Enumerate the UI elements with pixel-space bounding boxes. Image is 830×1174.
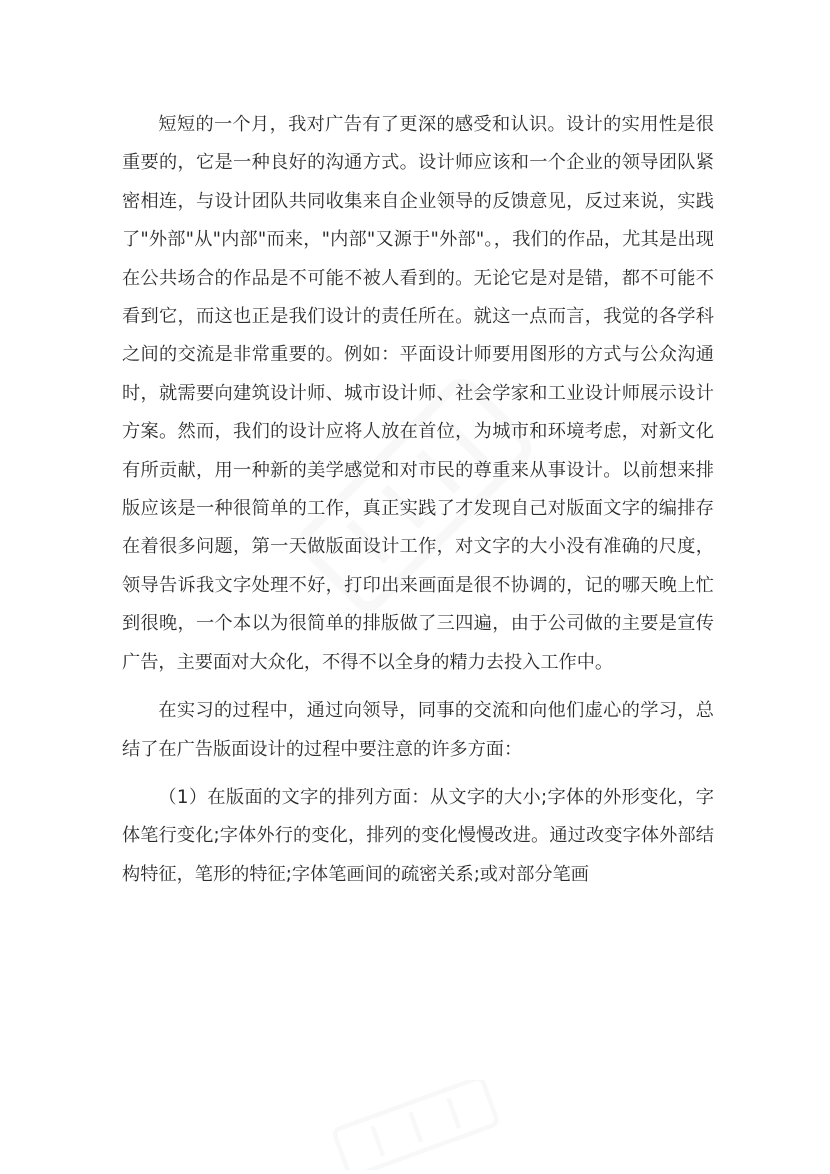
document-body xyxy=(122,106,714,894)
watermark-logo-bottom xyxy=(300,1080,530,1170)
paragraph: 短短的一个月，我对广告有了更深的感受和认识。设计的实用性是很重要的，它是一种良好的沟通方式。设计师应该和一个企业的领导团队紧密相连，与设计团队共同收集来自企业领导的反馈意见，反过来说，实践了"外部"从"内部"而来，"内部"又源于"外部"。，我们的作品，尤其是出现在公共场合的作品是不可能不被人看到的。无论它是对是错，都不可能不看到它，而这也正是我们设计的责任所在。就这一点而言，我觉的各学科之间的交流是非常重要的。例如：平面设计师要用图形的方式与公众沟通时，就需要向建筑设计师、城市设计师、社会学家和工业设计师展示设计方案。然而，我们的设计应将人放在首位，为城市和环境考虑，对新文化有所贡献，用一种新的美学感觉和对市民的尊重来从事设计。以前想来排版应该是一种很简单的工作，真正实践了才发现自己对版面文字的编排存在着很多问题，第一天做版面设计工作，对文字的大小没有准确的尺度，领导告诉我文字处理不好，打印出来画面是很不协调的，记的哪天晚上忙到很晚，一个本以为很简单的排版做了三四遍，由于公司做的主要是宣传广告，主要面对大众化，不得不以全身的精力去投入工作中。 xyxy=(122,114,714,673)
paragraph: 在实习的过程中，通过向领导，同事的交流和向他们虚心的学习，总结了在广告版面设计的过程中要注意的许多方面： xyxy=(122,700,714,760)
paragraph: （1）在版面的文字的排列方面：从文字的大小;字体的外形变化，字体笔行变化;字体外行的变化，排列的变化慢慢改进。通过改变字体外部结构特征，笔形的特征;字体笔画间的疏密关系;或对部分笔画 xyxy=(122,786,714,885)
